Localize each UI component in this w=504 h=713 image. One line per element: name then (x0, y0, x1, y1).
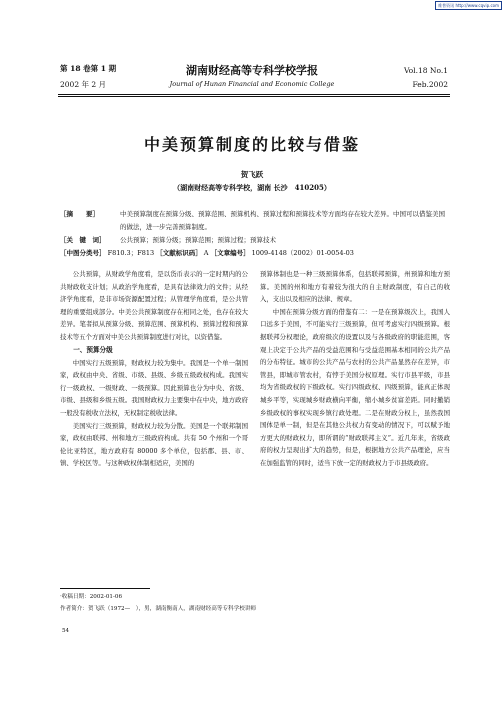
journal-name-cn: 湖南财经高等专科学校学报 (186, 64, 318, 77)
document-code-label: ［文献标识码］ (156, 249, 202, 257)
right-column (260, 268, 450, 470)
keywords-text: 公共预算；预算分级；预算范围；预算过程；预算技术 (120, 236, 276, 244)
date-left: 2002 年 2 月 (60, 80, 107, 89)
volume-issue-left: 第 18 卷第 1 期 (60, 64, 117, 73)
abstract-text: 中美预算制度在预算分级、预算范围、预算机构、预算过程和预算技术等方面均存在较大差异。中国可以借鉴美国的做法，进一步完善预算制度。 (120, 210, 445, 231)
article-number-label: ［文章编号］ (210, 249, 250, 257)
footnote-rule (60, 588, 150, 589)
watermark: 维普资讯 http://www.cqvip.com (435, 1, 502, 10)
intro-paragraph: 公共预算，从财政学角度看，是以货币表示的一定时期内的公共财政收支计划；从政治学角度看，是具有法律效力的文件；从经济学角度看，是非市场资源配置过程；从管理学角度看，是公共管理的重要组成部分。中美公共预算制度存在相同之处，也存在较大差异。笔者拟从预算分级、预算范围、预算机构、预算过程和预算技术等五个方面对中美公共预算制度进行对比，以资借鉴。 (60, 270, 248, 341)
author-affiliation: （湖南财经高等专科学校，湖南 长沙 410205） (173, 183, 331, 192)
author-name: 贺飞跃 (240, 170, 264, 179)
body-paragraph: 预算体制也是一种三级预算体系，包括联邦预算，州预算和地方预算。美国的州和地方有着较为很大的自主财政制度，有自己的收入，支出以及相应的法律、规章。 (260, 270, 450, 304)
classification-label: ［中图分类号］ (60, 249, 106, 257)
volume-issue-right: Vol.18 No.1 (403, 66, 448, 75)
header-rule-thin (58, 96, 450, 97)
page-number: 54 (62, 628, 70, 634)
body-paragraph: 美国实行三级预算，财政权力较为分散。美国是一个联邦制国家，政权由联邦、州和地方三级政府构成。共有 50 个州和一个哥伦比亚特区，地方政府有 80000 多个单位，包括郡、县、市、镇、学校区等。与这种政权体制相适应，美国的 (60, 421, 248, 468)
classification-value: F810.3；F813 (107, 249, 155, 257)
article-title: 中美预算制度的比较与借鉴 (143, 135, 360, 154)
abstract-block (60, 208, 450, 260)
body-paragraph: 中国实行五级预算，财政权力较为集中。我国是一个单一制国家，政权由中央、省级、市级、县级、乡级五级政权构成。我国实行一级政权、一级财政、一级预算。因此预算也分为中央、省级、市级、县级和乡级五级。我国财政权力主要集中在中央，地方政府一般没有税收立法权，无权制定税收法律。 (60, 358, 248, 417)
left-column (60, 268, 248, 470)
body-paragraph: 中国在预算分级方面的借鉴有二：一是在预算级次上，我国人口远多于美国，不可能实行三级预算，但可考虑实行四级预算。根据联邦分权理论，政府级次的设置以及与各级政府的职能范围，客观上决定于公共产品的受益范围和与受益范围基本相同的公共产品的分布特征。城市的公共产品与农村的公共产品显然存在差异，市管县，即城市管农村，有悖于美国分权原理。实行市县平级，市县均为省级政权的下级政权。实行四级政权、四级预算，能真正体现城乡平等，实现城乡财政横向平衡，缩小城乡贫富差距。同时撤销乡级政权的事权实现乡镇行政处理。二是在财政分权上，虽然我国国体是单一制，但是在其他公共权力有变动的情况下，可以赋予地方更大的财政权力，即所谓的“财政联邦主义”。近几年来，省级政府的权力呈现出扩大的趋势，但是，根据地方公共产品理论，应当在加强监管的同时，适当下放一定的财政权力于市县级政府。 (260, 307, 450, 467)
header-rule (58, 94, 450, 95)
date-right: Feb.2002 (412, 80, 448, 89)
received-date: ·收稿日期：2002-01-06 (60, 594, 122, 600)
document-code: A (203, 249, 209, 257)
keywords-label: ［关 键 词］ (60, 236, 106, 244)
article-number: 1009-4148（2002）01-0054-03 (251, 249, 354, 257)
section-heading: 一、预算分级 (73, 345, 113, 354)
author-bio: 作者简介：贺飞跃（1972— ），男，湖南衡南人，湖南财经高等专科学校讲师 (60, 606, 257, 612)
abstract-label: ［摘 要］ (60, 210, 99, 218)
journal-name-en: Journal of Hunan Financial and Economic College (169, 80, 335, 88)
